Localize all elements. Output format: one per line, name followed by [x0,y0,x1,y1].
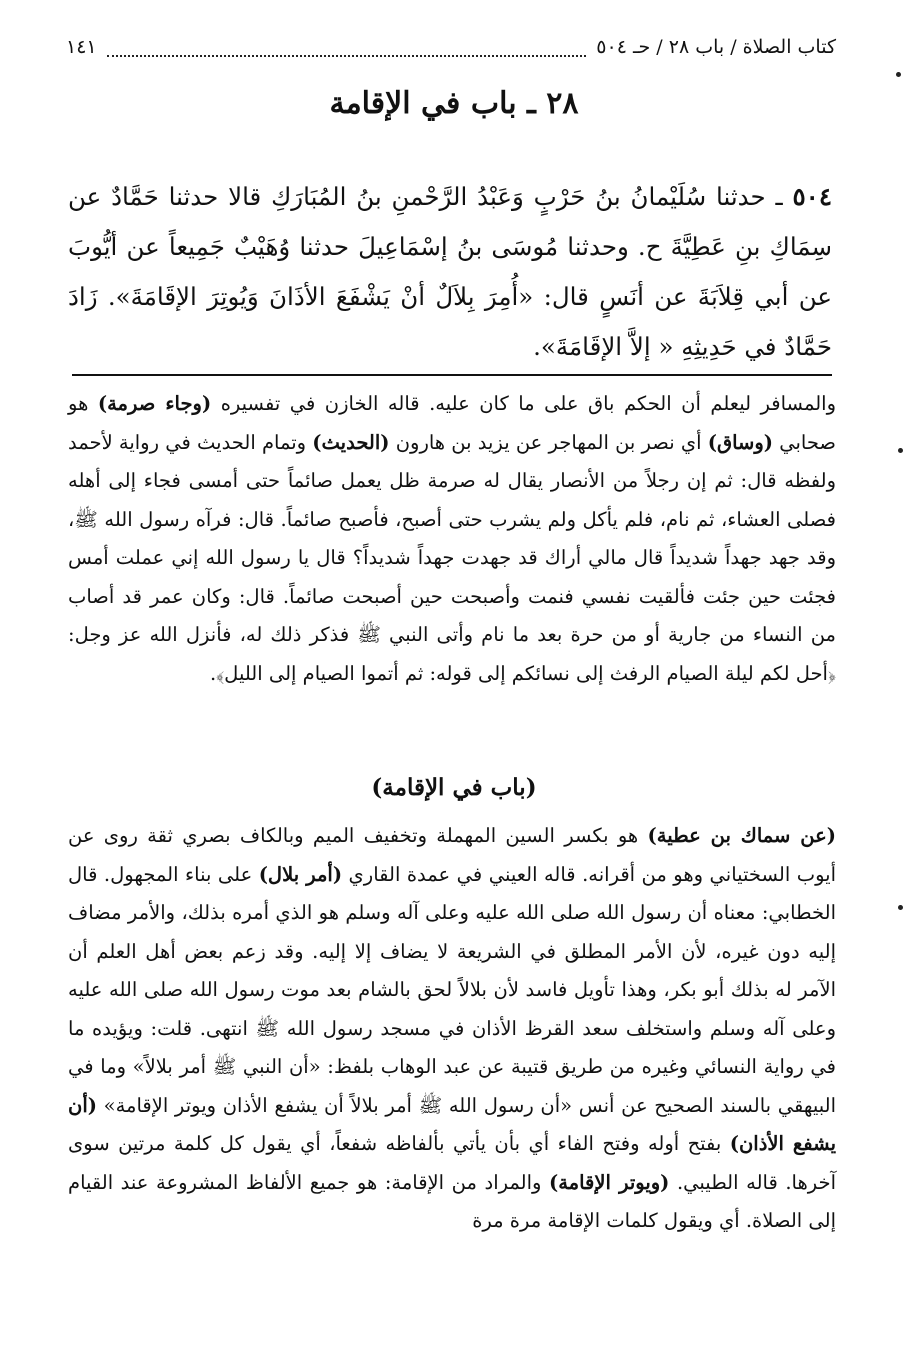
commentary-section-heading: (باب في الإقامة) [371,774,537,801]
commentary-text: بفتح أوله وفتح الفاء أي بأن يأتي بألفاظه شفعاً، أي يقول كل كلمة مرتين سوى آخرها. قاله الطيبي. [68,1132,836,1194]
margin-mark [898,448,903,453]
commentary-previous-chapter [68,385,836,693]
commentary-iqamah [68,817,836,1241]
commentary-text: والمراد من الإقامة: هو جميع الألفاظ المشروعة عند القيام إلى الصلاة. أي ويقول كلمات الإقامة مرة مرة [68,1170,836,1232]
commentary-text: هو صحابي [68,392,836,454]
commentary-term: (وجاء صرمة) [97,392,212,415]
commentary-term: (أمر بلال) [258,862,343,886]
running-head-title: كتاب الصلاة / باب ٢٨ / حـ ٥٠٤ [596,36,836,58]
commentary-text: والمسافر ليعلم أن الحكم باق على ما كان عليه. قاله الخازن في تفسيره [211,392,837,415]
running-head [66,30,836,64]
chapter-title: ٢٨ ـ باب في الإقامة [329,86,579,121]
hadith-body: ـ حدثنا سُلَيْمانُ بنُ حَرْبٍ وَعَبْدُ الرَّحْمنِ بنُ المُبَارَكِ قالا حدثنا حَمَّادٌ عن سِمَاكِ بنِ عَطِيَّةَ ح. وحدثنا مُوسَى بنُ إسْمَاعِيلَ حدثنا وُهَيْبٌ جَمِيعاً عن أيُّوبَ عن أبي قِلاَبَةَ عن أنَسٍ قال: «أُمِرَ بِلاَلٌ أنْ يَشْفَعَ الأذَانَ وَيُوتِرَ الإقَامَةَ». زَادَ حَمَّادٌ في حَدِيثِهِ « إلاَّ الإقَامَةَ». [68,182,832,361]
commentary-term: (وساق) [707,430,774,454]
running-head-dots [107,37,587,57]
margin-mark [896,72,901,77]
commentary-term: (عن سماك بن عطية) [647,824,836,847]
hadith-number: ٥٠٤ [792,182,832,211]
commentary-term: (الحديث) [312,430,390,454]
commentary-text: على بناء المجهول. قال الخطابي: معناه أن رسول الله صلى الله عليه وعلى آله وسلم هو الذي أمره بذلك، والأمر مضاف إليه دون غيره، لأن الأمر المطلق في الشريعة لا يضاف إلا إليه. وقد زعم بعض أهل العلم أن الآمر له بذلك أبو بكر، وهذا تأويل فاسد لأن بلالاً لحق بالشام بعد موت رسول الله صلى الله عليه وعلى آله وسلم واستخلف سعد القرظ الأذان في مسجد رسول الله ﷺ انتهى. قلت: ويؤيده ما في رواية النسائي وغيره من طريق قتيبة عن عبد الوهاب بلفظ: «أن النبي ﷺ أمر بلالاً» وما في البيهقي بالسند الصحيح عن أنس «أن رسول الله ﷺ أمر بلالاً أن يشفع الأذان ويوتر الإقامة» [68,862,836,1117]
commentary-term: (أن يشفع الأذان) [68,1093,836,1155]
commentary-text: وتمام الحديث في رواية لأحمد ولفظه قال: ثم إن رجلاً من الأنصار يقال له صرمة ظل يعمل صائماً حتى أمسى فجاء إلى أهله فصلى العشاء، ثم نام، فلم يأكل ولم يشرب حتى أصبح، فأصبح صائماً. قال: فرآه رسول الله ﷺ، وقد جهد جهداً شديداً قال مالي أراك قد جهدت جهداً شديداً؟ قال يا رسول الله إني عملت أمس فجئت حين جئت فألقيت نفسي فنمت وأصبحت حين أصبحت صائماً. قال: وكان عمر قد أصاب من النساء من جارية أو من حرة بعد ما نام وأتى النبي ﷺ فذكر ذلك له، فأنزل الله عز وجل: ﴿أحل لكم ليلة الصيام الرفث إلى نسائكم إلى قوله: ثم أتموا الصيام إلى الليل﴾. [68,430,836,685]
margin-mark [898,905,903,910]
commentary-text: أي نصر بن المهاجر عن يزيد بن هارون [389,430,708,454]
page-number: ١٤١ [66,36,97,58]
footnote-separator [72,374,832,376]
commentary-term: (ويوتر الإقامة) [548,1170,670,1194]
commentary-text: هو بكسر السين المهملة وتخفيف الميم وبالكاف بصري ثقة روى عن أيوب السختياني وهو من أقرانه. قاله العيني في عمدة القاري [68,824,836,886]
hadith-text [68,172,832,372]
